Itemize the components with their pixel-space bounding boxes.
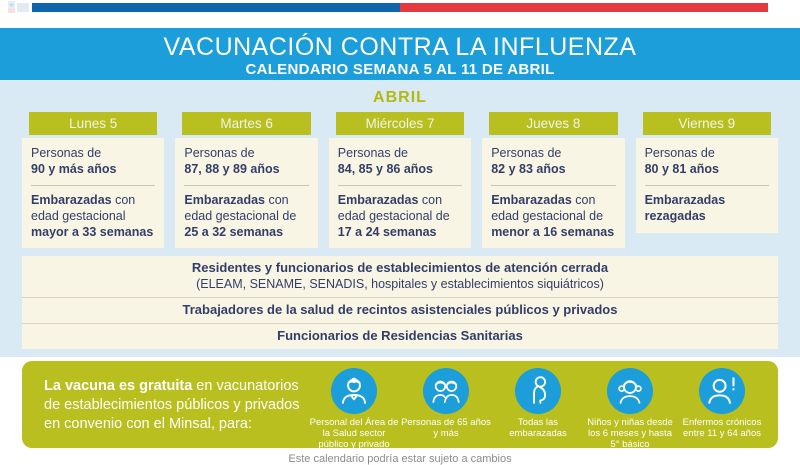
emb-mid: con edad gestacional de [491,192,604,223]
day-card [175,138,317,248]
day-column-miercoles [329,112,471,248]
emb-tail: menor a 16 semanas [491,224,615,239]
emb-tail: 17 a 24 semanas [337,224,437,239]
persons-label: Personas de [184,146,255,160]
group-label: Niños y niñas desde los 6 meses y hasta 5° básico [587,416,673,451]
emb-bold: Embarazadas [184,192,265,207]
persons-ages: 84, 85 y 86 años [337,161,433,176]
chronic-patient-icon [699,368,745,414]
persons-ages: 82 y 83 años [491,161,566,176]
emb-bold: Embarazadas rezagadas [644,192,726,223]
day-card [22,138,164,248]
vaccine-groups [306,361,778,451]
persons-label: Personas de [337,146,408,160]
priority-row-note: (ELEAM, SENAME, SENADIS, hospitales y establecimientos siquiátricos) [196,277,604,292]
priority-row-title: Trabajadores de la salud de recintos asistenciales públicos y privados [182,301,618,317]
page-title: VACUNACIÓN CONTRA LA INFLUENZA [163,33,637,61]
day-header: Miércoles 7 [336,112,464,135]
group-label: Enfermos crónicos entre 11 y 64 años [682,416,762,439]
priority-row [22,324,778,349]
card-divider [491,185,615,186]
pregnant-woman-icon [515,368,561,414]
emb-tail: mayor a 33 semanas [31,224,154,239]
emb-bold: Embarazadas [491,192,572,207]
day-card [482,138,624,248]
emb-mid: con edad gestacional [31,192,136,223]
persons-ages: 87, 88 y 89 años [184,161,280,176]
day-header: Jueves 8 [489,112,617,135]
flag-blue-bar [32,3,400,12]
emb-mid: con edad gestacional de [184,192,297,223]
group-children [584,368,676,451]
flag-red-bar [400,3,768,12]
priority-row [22,256,778,298]
persons-label: Personas de [491,146,562,160]
day-header: Viernes 9 [643,112,771,135]
persons-label: Personas de [31,146,102,160]
group-label: Todas las embarazadas [509,416,567,439]
top-flag-strip [0,0,800,28]
day-header: Martes 6 [182,112,310,135]
group-chronic [676,368,768,448]
month-label: ABRIL [373,89,427,106]
day-column-martes [175,112,317,248]
card-divider [645,185,769,186]
free-vaccine-text [22,361,306,448]
gobierno-de-chile-logo [8,1,30,13]
card-divider [31,185,155,186]
persons-ages: 80 y 81 años [644,161,719,176]
calendar-zone [0,80,800,357]
priority-groups-band [22,256,778,348]
card-divider [184,185,308,186]
child-icon [607,368,653,414]
day-column-lunes [22,112,164,248]
days-grid [22,112,778,248]
priority-row-title: Residentes y funcionarios de establecimientos de atención cerrada [191,260,609,276]
free-vaccine-rest: en vacunatorios de establecimientos públicos y privados en convenio con el Minsal, para: [44,377,300,432]
card-divider [338,185,462,186]
persons-ages: 90 y más años [31,161,117,176]
free-vaccine-lead: La vacuna es gratuita [44,377,193,394]
day-column-jueves [482,112,624,248]
group-pregnant [492,368,584,448]
emb-bold: Embarazadas [337,192,419,207]
emb-bold: Embarazadas [31,192,112,207]
day-header: Lunes 5 [29,112,157,135]
health-personnel-icon [331,368,377,414]
emb-tail: 25 a 32 semanas [184,224,284,239]
free-vaccine-box [22,361,778,451]
footer-disclaimer: Este calendario podría estar sujeto a cambios [288,452,512,465]
day-card [636,138,778,233]
group-elderly [400,368,492,448]
emb-mid: con edad gestacional de [337,192,450,223]
page-subtitle: CALENDARIO SEMANA 5 AL 11 DE ABRIL [245,61,555,78]
persons-label: Personas de [644,146,715,160]
day-column-viernes [636,112,778,248]
header-band [0,28,800,80]
elderly-couple-icon [423,368,469,414]
group-label: Personal del Área de la Salud sector público y privado [309,416,399,451]
group-label: Personas de 65 años y más [401,416,491,439]
day-card [329,138,471,248]
group-health-personnel [308,368,400,451]
priority-row-title: Funcionarios de Residencias Sanitarias [277,327,523,343]
priority-row [22,298,778,324]
